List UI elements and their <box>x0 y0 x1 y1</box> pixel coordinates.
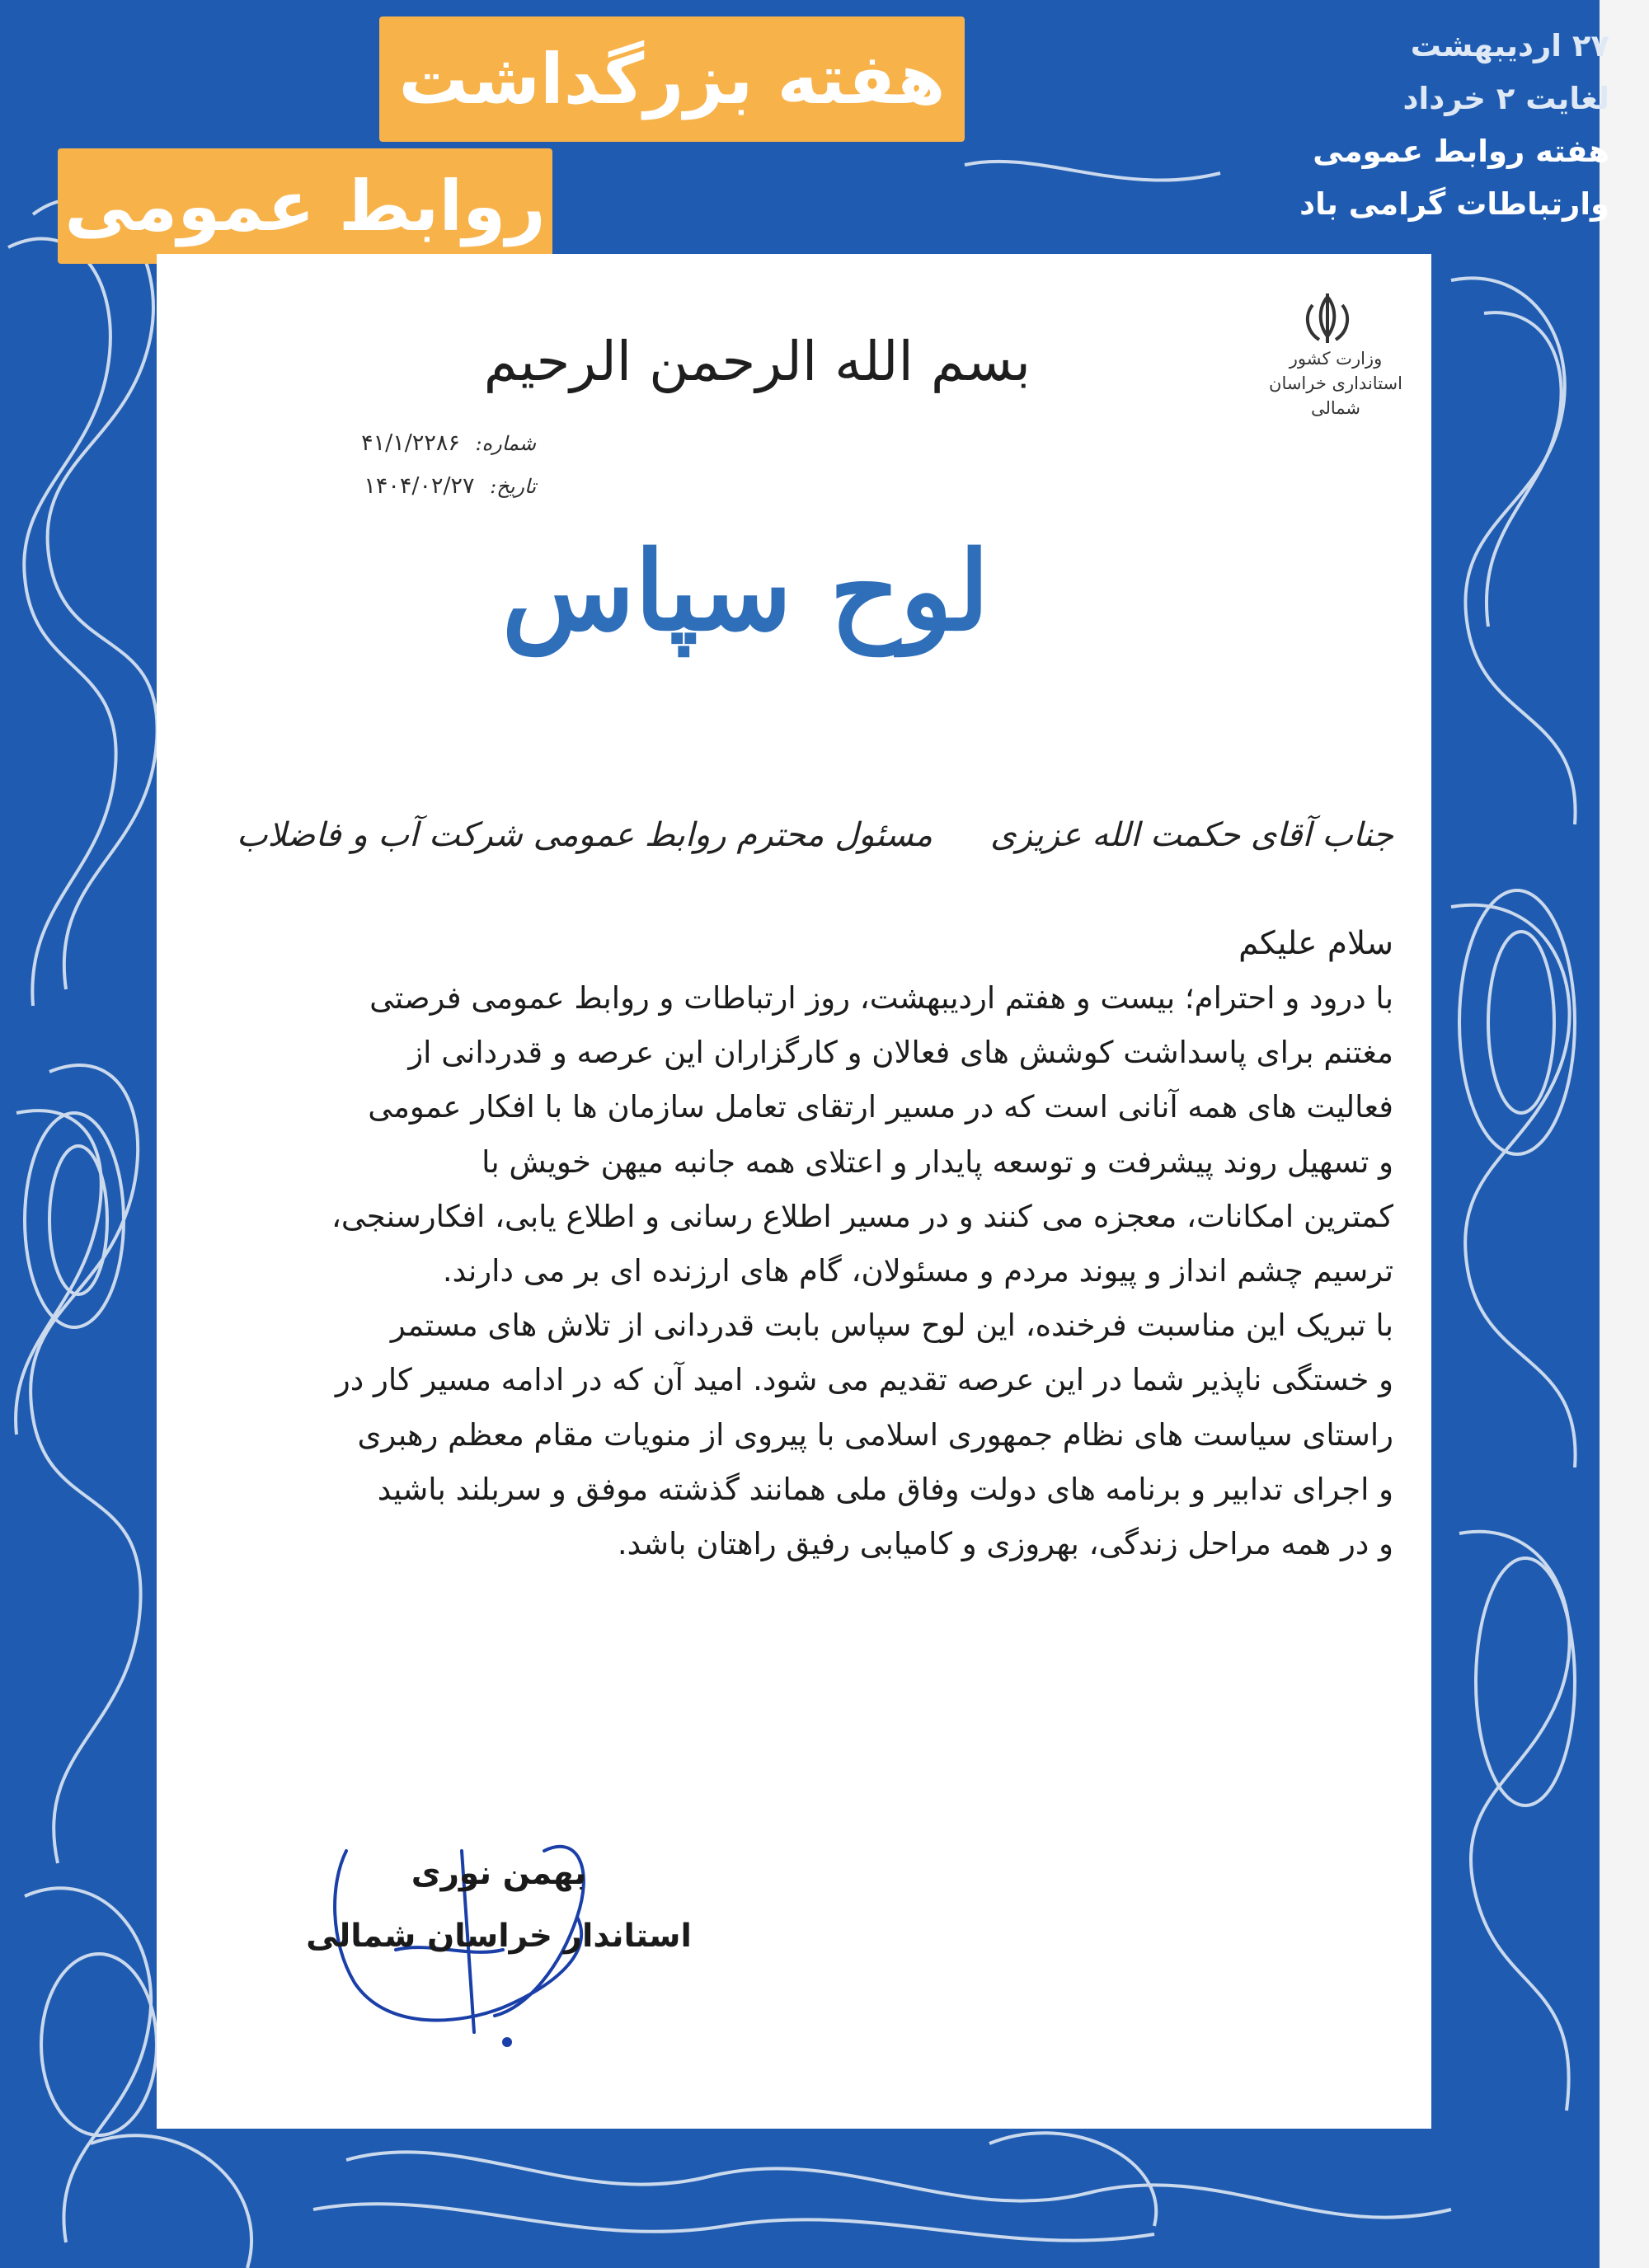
signer-name: بهمن نوری <box>411 1855 587 1892</box>
letter-line: مغتنم برای پاسداشت کوشش های فعالان و کارگزاران این عرصه و قدردانی از <box>408 1035 1393 1071</box>
letter-line: و اجرای تدابیر و برنامه های دولت وفاق ملی همانند گذشته موفق و سربلند باشید <box>377 1471 1393 1507</box>
signer-title: استاندار خراسان شمالی <box>306 1918 692 1955</box>
greeting: سلام علیکم <box>1238 925 1393 962</box>
date-label: تاریخ: <box>490 475 536 498</box>
addressee-line <box>236 816 1393 854</box>
letter-line: و در همه مراحل زندگی، بهروزی و کامیابی رفیق راهتان باشد. <box>617 1526 1393 1562</box>
number-label: شماره: <box>475 432 536 455</box>
addressee-name: جناب آقای حکمت الله عزیزی <box>990 816 1393 854</box>
ministry-label <box>1261 346 1410 420</box>
ministry-name: وزارت کشور <box>1289 349 1383 369</box>
letter-number <box>289 422 536 465</box>
letter-line: راستای سیاست های نظام جمهوری اسلامی با پیروی از منویات مقام معظم رهبری <box>357 1416 1393 1453</box>
slogan-line-1: ۲۷ اردیبهشت <box>1410 28 1609 63</box>
letter-line: با تبریک این مناسبت فرخنده، این لوح سپاس بابت قدردانی از تلاش های مستمر <box>390 1308 1393 1344</box>
letter-line: و تسهیل روند پیشرفت و توسعه پایدار و اعتلای همه جانبه میهن خویش با <box>482 1143 1393 1180</box>
date-value: ۱۴۰۴/۰۲/۲۷ <box>364 473 475 499</box>
banner-public-relations <box>58 148 552 264</box>
bismillah: بسم الله الرحمن الرحیم <box>483 330 1031 393</box>
letter-line: کمترین امکانات، معجزه می کنند و در مسیر اطلاع رسانی و اطلاع یابی، افکارسنجی، <box>331 1198 1393 1234</box>
certificate-title: لوح سپاس <box>501 528 989 655</box>
slogan-line-4: وارتباطات گرامی باد <box>1299 186 1609 222</box>
reference-block <box>289 422 536 508</box>
letter-body <box>247 917 1393 1571</box>
signature-block <box>305 1843 693 1968</box>
governorate-name: استانداری خراسان شمالی <box>1269 373 1402 418</box>
slogan-line-2: لغایت ۲ خرداد <box>1402 81 1609 116</box>
letter-line: و خستگی ناپذیر شما در این عرصه تقدیم می شود. امید آن که در ادامه مسیر کار در <box>335 1362 1393 1398</box>
banner-week-title <box>379 16 965 142</box>
letter-line: ترسیم چشم انداز و پیوند مردم و مسئولان، گام های ارزنده ای بر می دارند. <box>442 1253 1393 1289</box>
addressee-position: مسئول محترم روابط عمومی شرکت آب و فاضلاب <box>236 816 933 854</box>
number-value: ۴۱/۱/۲۲۸۶ <box>361 430 460 456</box>
banner-line-1: هفته بزرگداشت <box>398 39 946 120</box>
scan-margin <box>1600 0 1649 2268</box>
letter-line: فعالیت های همه آنانی است که در مسیر ارتقای تعامل سازمان ها با افکار عمومی <box>368 1089 1393 1125</box>
letter-date <box>289 465 536 508</box>
banner-line-2: روابط عمومی <box>64 166 546 247</box>
iran-emblem-icon <box>1294 290 1360 351</box>
slogan-block <box>1148 20 1609 231</box>
letter-line: با درود و احترام؛ بیست و هفتم اردیبهشت، روز ارتباطات و روابط عمومی فرصتی <box>369 980 1393 1016</box>
slogan-line-3: هفته روابط عمومی <box>1313 134 1609 169</box>
